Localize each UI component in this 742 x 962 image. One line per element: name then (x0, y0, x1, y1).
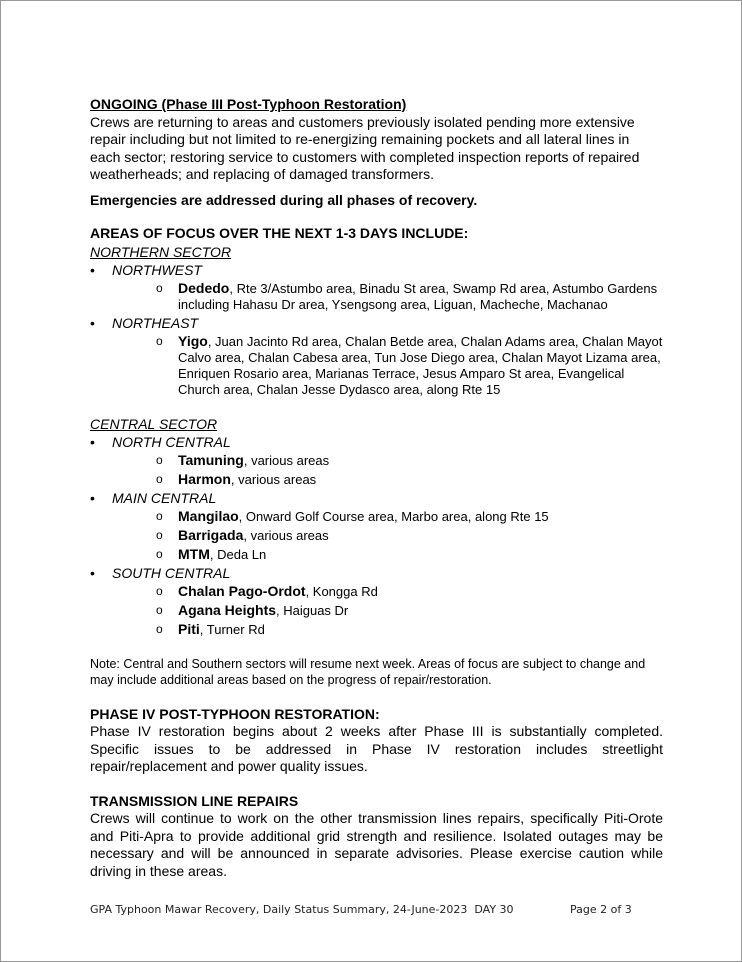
list-item (156, 451, 663, 470)
place-name: Yigo (178, 332, 208, 349)
list-item (156, 545, 663, 564)
subsector-south-central (90, 564, 663, 639)
subsector-northeast (90, 314, 663, 399)
circle-bullet-icon: o (156, 471, 163, 486)
place-name: Barrigada (178, 526, 244, 543)
bullet-icon: • (90, 261, 95, 278)
place-detail: , Kongga Rd (305, 583, 378, 599)
subsector-label: NORTHEAST (112, 314, 199, 331)
list-item (156, 279, 663, 314)
bullet-icon: • (90, 314, 95, 331)
central-sector-title: CENTRAL SECTOR (90, 415, 218, 432)
note-text: Note: Central and Southern sectors will resume next week. Areas of focus are subject to change and may include additional areas based on the progress of repair/restoration. (90, 656, 646, 687)
place-name: Mangilao (178, 507, 239, 524)
circle-bullet-icon: o (156, 527, 163, 542)
area-list (112, 582, 663, 639)
list-item (156, 601, 663, 620)
subsector-northwest (90, 261, 663, 314)
place-detail: , Rte 3/Astumbo area, Binadu St area, Swamp Rd area, Astumbo Gardens including Hahasu Dr area, Ysengsong area, Liguan, Macheche, Machanao (178, 280, 658, 312)
list-item (156, 526, 663, 545)
circle-bullet-icon: o (156, 546, 163, 561)
place-name: Harmon (178, 470, 231, 487)
focus-heading: AREAS OF FOCUS OVER THE NEXT 1-3 DAYS INCLUDE: (90, 225, 469, 241)
ongoing-heading: ONGOING (Phase III Post-Typhoon Restoration) (90, 96, 407, 112)
central-sector-list (90, 433, 663, 639)
footer-title: GPA Typhoon Mawar Recovery, Daily Status Summary, 24-June-2023 DAY 30 (90, 903, 514, 916)
place-name: MTM (178, 545, 210, 562)
area-list (112, 279, 663, 314)
bullet-icon: • (90, 433, 95, 450)
place-detail: , Juan Jacinto Rd area, Chalan Betde area, Chalan Adams area, Chalan Mayot Calvo area, Chalan Cabesa area, Tun Jose Diego area, Chalan Mayot Lizama area, Enriquen Rosario area, Marianas Terrace, Jesus Amparo St area, Evangelical Church area, Chalan Jesse Dydasco area, along Rte 15 (178, 333, 663, 397)
subsector-label: SOUTH CENTRAL (112, 564, 231, 581)
circle-bullet-icon: o (156, 452, 163, 467)
place-detail: , Deda Ln (209, 546, 267, 562)
area-list (112, 507, 663, 564)
place-name: Dededo (178, 279, 230, 296)
subsector-north-central (90, 433, 663, 489)
list-item (156, 470, 663, 489)
place-detail: , Haiguas Dr (276, 602, 349, 618)
subsector-label: NORTHWEST (112, 261, 202, 278)
subsector-main-central (90, 489, 663, 564)
place-name: Tamuning (178, 451, 244, 468)
place-detail: , Onward Golf Course area, Marbo area, along Rte 15 (238, 508, 549, 524)
northern-sector-title: NORTHERN SECTOR (90, 243, 232, 260)
ongoing-text: Crews are returning to areas and customers previously isolated pending more extensive repair including but not limited to re-energizing remaining pockets and all lateral lines in each sector; restoring service to customers with completed inspection reports of repaired weatherheads; and replacing of damaged transformers. (90, 113, 640, 182)
circle-bullet-icon: o (156, 583, 163, 598)
bullet-icon: • (90, 564, 95, 581)
northern-sector-list (90, 261, 663, 399)
transmission-text: Crews will continue to work on the other transmission lines repairs, specifically Piti-Orote and Piti-Apra to provide additional grid strength and resilience. Isolated outages may be necessary and will be announced in separate advisories. Please exercise caution while driving in these areas. (90, 810, 663, 879)
area-list (112, 332, 663, 399)
phase4-text: Phase IV restoration begins about 2 weeks after Phase III is substantially completed. Specific issues to be addressed in Phase IV restoration includes streetlight repair/replacement and power quality issues. (90, 723, 663, 774)
list-item (156, 332, 663, 399)
place-name: Piti (178, 620, 200, 637)
place-detail: , various areas (230, 471, 317, 487)
place-name: Chalan Pago-Ordot (178, 582, 306, 599)
subsector-label: NORTH CENTRAL (112, 433, 231, 450)
phase4-heading: PHASE IV POST-TYPHOON RESTORATION: (90, 705, 380, 722)
place-detail: , various areas (243, 452, 330, 468)
circle-bullet-icon: o (156, 280, 163, 295)
list-item (156, 620, 663, 639)
list-item (156, 507, 663, 526)
bullet-icon: • (90, 489, 95, 506)
area-list (112, 451, 663, 489)
circle-bullet-icon: o (156, 621, 163, 636)
list-item (156, 582, 663, 601)
place-detail: , Turner Rd (199, 621, 265, 637)
place-detail: , various areas (243, 527, 329, 543)
circle-bullet-icon: o (156, 333, 163, 348)
page-content (90, 96, 663, 880)
page-number: Page 2 of 3 (570, 903, 632, 916)
place-name: Agana Heights (178, 601, 277, 618)
circle-bullet-icon: o (156, 602, 163, 617)
transmission-heading: TRANSMISSION LINE REPAIRS (90, 792, 299, 809)
emergencies-note: Emergencies are addressed during all phases of recovery. (90, 191, 478, 208)
subsector-label: MAIN CENTRAL (112, 489, 217, 506)
circle-bullet-icon: o (156, 508, 163, 523)
